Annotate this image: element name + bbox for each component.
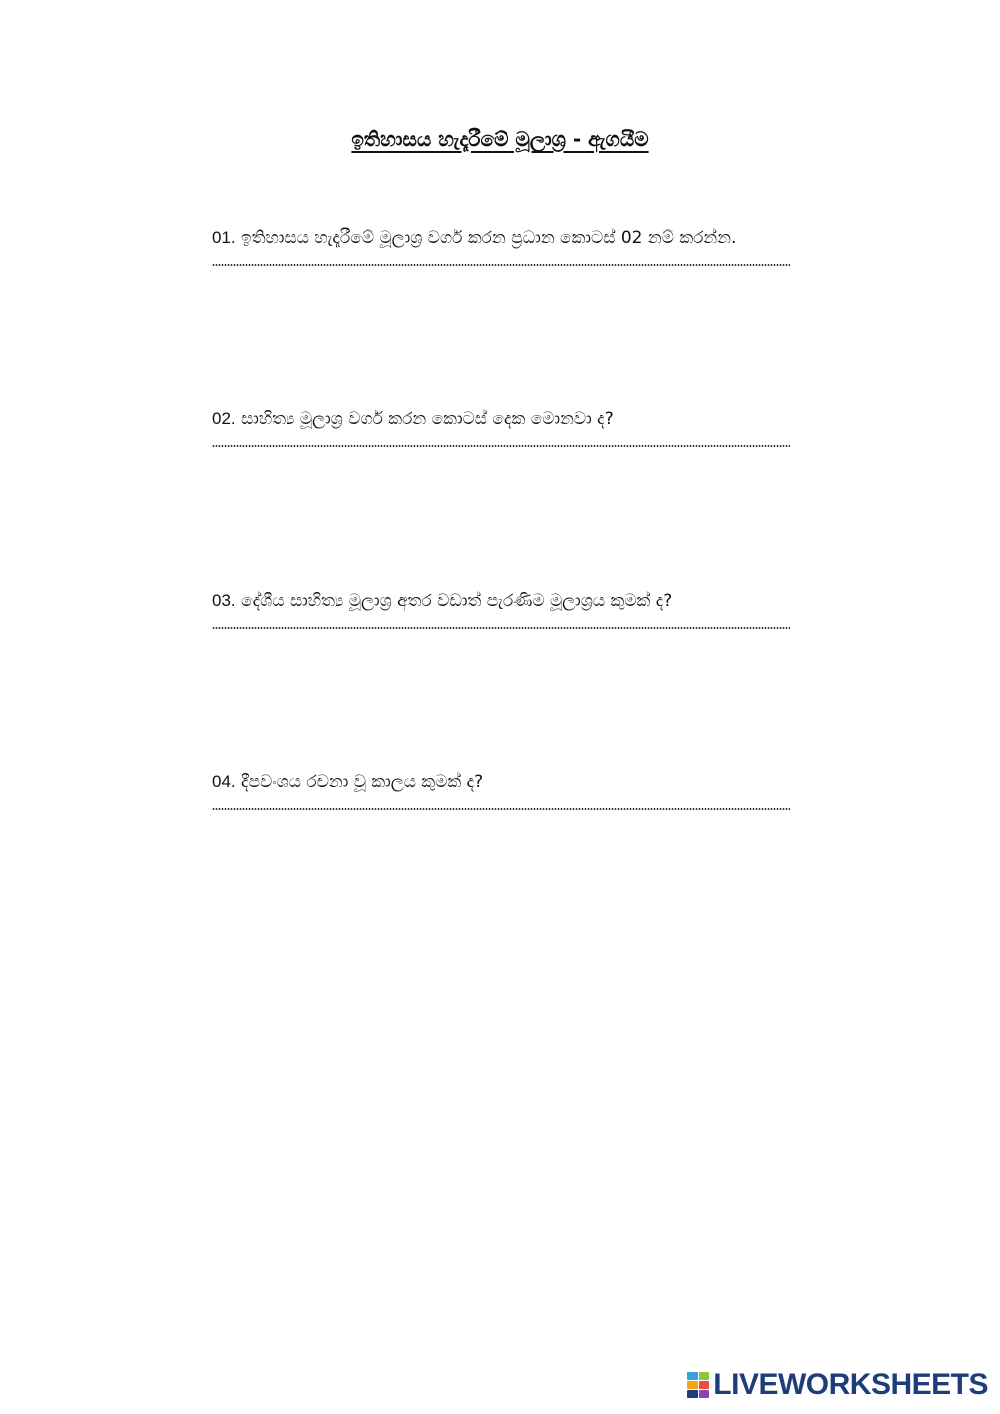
question-3-number: 03. [212, 591, 236, 610]
question-3-answer-line[interactable] [212, 627, 790, 629]
question-4-text: දීපවංශය රචනා වූ කාලය කුමක් ද? [241, 772, 484, 792]
mark-square [687, 1372, 698, 1380]
mark-square [687, 1381, 698, 1389]
question-1 [212, 226, 812, 266]
question-4-prompt [212, 770, 812, 794]
question-2-number: 02. [212, 409, 236, 428]
question-1-number: 01. [212, 228, 236, 247]
question-4 [212, 770, 812, 810]
worksheet-title [0, 124, 1000, 154]
liveworksheets-mark-icon [687, 1372, 709, 1398]
question-1-text: ඉතිහාසය හැදෑරීමේ මූලාශ්‍ර වර්ග කරන ප්‍රධාන කොටස් 02 නම් කරන්න. [241, 228, 737, 248]
question-4-number: 04. [212, 772, 236, 791]
question-1-prompt [212, 226, 812, 250]
question-3 [212, 589, 812, 629]
question-2-text: සාහිත්‍ය මූලාශ්‍ර වර්ග කරන කොටස් දෙක මොනවා ද? [241, 409, 614, 429]
question-2-prompt [212, 407, 812, 431]
question-3-prompt [212, 589, 812, 613]
liveworksheets-wordmark: LIVEWORKSHEETS [713, 1368, 988, 1401]
question-4-answer-line[interactable] [212, 808, 790, 810]
mark-square [699, 1381, 710, 1389]
question-1-answer-line[interactable] [212, 264, 790, 266]
liveworksheets-logo [687, 1368, 988, 1402]
mark-square [699, 1372, 710, 1380]
question-2-answer-line[interactable] [212, 445, 790, 447]
mark-square [699, 1390, 710, 1398]
worksheet-title-text: ඉතිහාසය හැදෑරීමේ මූලාශ්‍ර - ඇගයීම [351, 127, 649, 151]
question-2 [212, 407, 812, 447]
question-3-text: දේශීය සාහිත්‍ය මූලාශ්‍ර අතර වඩාත් පැරණිම මූලාශ්‍රය කුමක් ද? [241, 591, 673, 611]
mark-square [687, 1390, 698, 1398]
